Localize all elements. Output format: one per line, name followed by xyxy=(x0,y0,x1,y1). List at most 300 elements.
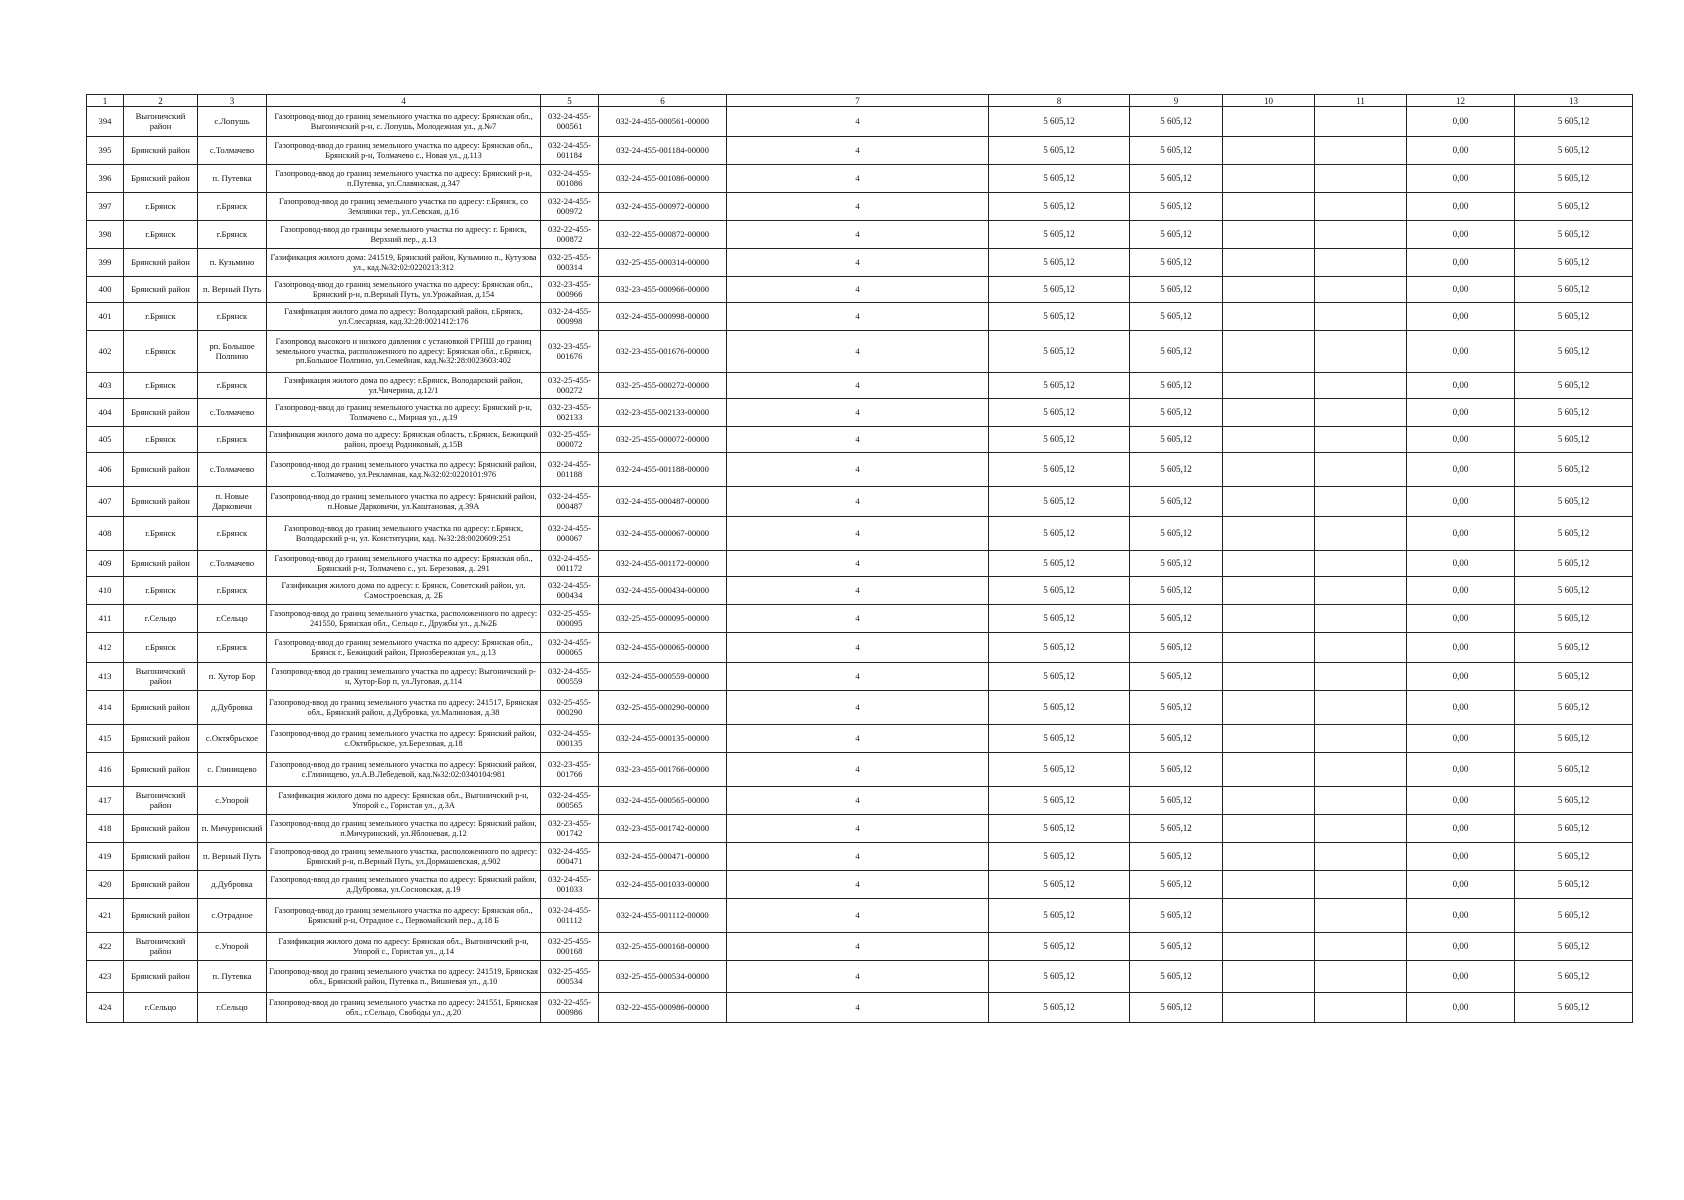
amount-cell: 5 605,12 xyxy=(1130,691,1223,725)
code-cell: 032-22-455-000872 xyxy=(541,221,599,249)
district-cell: Брянский район xyxy=(124,961,198,993)
table-row xyxy=(87,815,1633,843)
zero-cell: 0,00 xyxy=(1407,933,1515,961)
amount-cell: 5 605,12 xyxy=(989,691,1130,725)
row-number-cell: 414 xyxy=(87,691,124,725)
object-code-cell: 032-24-455-001184-00000 xyxy=(599,137,727,165)
code-cell: 032-24-455-000434 xyxy=(541,577,599,605)
column-header: 11 xyxy=(1315,95,1407,107)
code-cell: 032-24-455-001112 xyxy=(541,899,599,933)
zero-cell: 0,00 xyxy=(1407,331,1515,373)
empty-cell xyxy=(1223,137,1315,165)
amount-cell: 5 605,12 xyxy=(1130,517,1223,551)
empty-cell xyxy=(1315,331,1407,373)
amount-cell: 5 605,12 xyxy=(989,427,1130,453)
locality-cell: п. Путевка xyxy=(198,961,267,993)
amount-cell: 5 605,12 xyxy=(1130,427,1223,453)
row-number-cell: 415 xyxy=(87,725,124,753)
total-cell: 5 605,12 xyxy=(1515,871,1633,899)
zero-cell: 0,00 xyxy=(1407,193,1515,221)
district-cell: г.Брянск xyxy=(124,427,198,453)
district-cell: г.Брянск xyxy=(124,193,198,221)
value-cell: 4 xyxy=(727,933,989,961)
object-code-cell: 032-24-455-000065-00000 xyxy=(599,633,727,663)
address-cell: Газопровод-ввод до границ земельного участка по адресу: Брянская обл., Брянский р-н, Отрадное с., Первомайский пер., д.18 Б xyxy=(267,899,541,933)
total-cell: 5 605,12 xyxy=(1515,633,1633,663)
table-row xyxy=(87,453,1633,487)
table-row xyxy=(87,277,1633,303)
empty-cell xyxy=(1315,373,1407,399)
row-number-cell: 401 xyxy=(87,303,124,331)
amount-cell: 5 605,12 xyxy=(1130,933,1223,961)
value-cell: 4 xyxy=(727,517,989,551)
address-cell: Газопровод-ввод до границ земельного участка по адресу: г.Брянск, со Землянки тер., ул.Севская, д.16 xyxy=(267,193,541,221)
object-code-cell: 032-24-455-001086-00000 xyxy=(599,165,727,193)
address-cell: Газопровод-ввод до границ земельного участка по адресу: Брянский район, д.Дубровка, ул.Сосновская, д.19 xyxy=(267,871,541,899)
address-cell: Газификация жилого дома по адресу: Брянская область, г.Брянск, Бежицкий район, проезд Родниковый, д.15В xyxy=(267,427,541,453)
address-cell: Газопровод-ввод до границ земельного участка по адресу: Брянская обл., Выгоничский р-н, с. Лопушь, Молодежная ул., д.№7 xyxy=(267,107,541,137)
table-row xyxy=(87,993,1633,1023)
zero-cell: 0,00 xyxy=(1407,633,1515,663)
district-cell: Брянский район xyxy=(124,551,198,577)
zero-cell: 0,00 xyxy=(1407,663,1515,691)
district-cell: Брянский район xyxy=(124,899,198,933)
object-code-cell: 032-24-455-000434-00000 xyxy=(599,577,727,605)
empty-cell xyxy=(1223,399,1315,427)
empty-cell xyxy=(1315,961,1407,993)
code-cell: 032-24-455-000487 xyxy=(541,487,599,517)
address-cell: Газопровод-ввод до границ земельного участка по адресу: Брянский район, п.Мичуринский, ул.Яблоневая, д.12 xyxy=(267,815,541,843)
row-number-cell: 413 xyxy=(87,663,124,691)
empty-cell xyxy=(1315,517,1407,551)
amount-cell: 5 605,12 xyxy=(989,961,1130,993)
row-number-cell: 400 xyxy=(87,277,124,303)
code-cell: 032-24-455-000471 xyxy=(541,843,599,871)
table-row xyxy=(87,107,1633,137)
district-cell: Брянский район xyxy=(124,753,198,787)
code-cell: 032-24-455-001188 xyxy=(541,453,599,487)
amount-cell: 5 605,12 xyxy=(1130,633,1223,663)
table-row xyxy=(87,249,1633,277)
object-code-cell: 032-22-455-000986-00000 xyxy=(599,993,727,1023)
table-row xyxy=(87,551,1633,577)
column-header: 3 xyxy=(198,95,267,107)
amount-cell: 5 605,12 xyxy=(1130,551,1223,577)
empty-cell xyxy=(1223,107,1315,137)
locality-cell: г.Сельцо xyxy=(198,605,267,633)
locality-cell: г.Сельцо xyxy=(198,993,267,1023)
row-number-cell: 409 xyxy=(87,551,124,577)
address-cell: Газопровод высокого и низкого давления с установкой ГРПШ до границ земельного участка, расположенного по адресу: Брянская обл., г.Брянск, рп.Большое Полпино, ул.Семейная, кад.№32:28:0023603:402 xyxy=(267,331,541,373)
total-cell: 5 605,12 xyxy=(1515,165,1633,193)
table-row xyxy=(87,487,1633,517)
total-cell: 5 605,12 xyxy=(1515,993,1633,1023)
locality-cell: с. Глинищево xyxy=(198,753,267,787)
district-cell: Брянский район xyxy=(124,725,198,753)
row-number-cell: 412 xyxy=(87,633,124,663)
column-header: 10 xyxy=(1223,95,1315,107)
row-number-cell: 422 xyxy=(87,933,124,961)
amount-cell: 5 605,12 xyxy=(1130,165,1223,193)
table-row xyxy=(87,577,1633,605)
zero-cell: 0,00 xyxy=(1407,577,1515,605)
zero-cell: 0,00 xyxy=(1407,427,1515,453)
empty-cell xyxy=(1315,577,1407,605)
district-cell: г.Брянск xyxy=(124,373,198,399)
amount-cell: 5 605,12 xyxy=(989,843,1130,871)
value-cell: 4 xyxy=(727,373,989,399)
value-cell: 4 xyxy=(727,249,989,277)
empty-cell xyxy=(1223,815,1315,843)
object-code-cell: 032-25-455-000168-00000 xyxy=(599,933,727,961)
empty-cell xyxy=(1223,725,1315,753)
row-number-cell: 417 xyxy=(87,787,124,815)
amount-cell: 5 605,12 xyxy=(989,249,1130,277)
amount-cell: 5 605,12 xyxy=(1130,961,1223,993)
district-cell: г.Брянск xyxy=(124,331,198,373)
value-cell: 4 xyxy=(727,605,989,633)
column-header: 9 xyxy=(1130,95,1223,107)
value-cell: 4 xyxy=(727,961,989,993)
locality-cell: г.Брянск xyxy=(198,427,267,453)
empty-cell xyxy=(1315,787,1407,815)
amount-cell: 5 605,12 xyxy=(989,193,1130,221)
locality-cell: с.Октябрьское xyxy=(198,725,267,753)
total-cell: 5 605,12 xyxy=(1515,221,1633,249)
empty-cell xyxy=(1315,691,1407,725)
locality-cell: с.Упорой xyxy=(198,933,267,961)
column-header: 6 xyxy=(599,95,727,107)
value-cell: 4 xyxy=(727,303,989,331)
district-cell: Выгоничский район xyxy=(124,787,198,815)
amount-cell: 5 605,12 xyxy=(1130,399,1223,427)
row-number-cell: 395 xyxy=(87,137,124,165)
row-number-cell: 403 xyxy=(87,373,124,399)
row-number-cell: 406 xyxy=(87,453,124,487)
locality-cell: г.Брянск xyxy=(198,633,267,663)
code-cell: 032-25-455-000534 xyxy=(541,961,599,993)
total-cell: 5 605,12 xyxy=(1515,193,1633,221)
empty-cell xyxy=(1315,453,1407,487)
value-cell: 4 xyxy=(727,551,989,577)
locality-cell: г.Брянск xyxy=(198,373,267,399)
zero-cell: 0,00 xyxy=(1407,249,1515,277)
address-cell: Газификация жилого дома: 241519, Брянский район, Кузьмино п., Кутузова ул., кад.№32:02:0220213:312 xyxy=(267,249,541,277)
amount-cell: 5 605,12 xyxy=(989,871,1130,899)
empty-cell xyxy=(1315,633,1407,663)
zero-cell: 0,00 xyxy=(1407,871,1515,899)
district-cell: Выгоничский район xyxy=(124,107,198,137)
empty-cell xyxy=(1223,691,1315,725)
empty-cell xyxy=(1223,899,1315,933)
address-cell: Газопровод-ввод до границ земельного участка по адресу: Брянский район, с.Толмачево, ул.Рекламная, кад.№32:02:0220101:976 xyxy=(267,453,541,487)
empty-cell xyxy=(1315,399,1407,427)
empty-cell xyxy=(1315,815,1407,843)
table-row xyxy=(87,633,1633,663)
value-cell: 4 xyxy=(727,399,989,427)
zero-cell: 0,00 xyxy=(1407,843,1515,871)
empty-cell xyxy=(1223,871,1315,899)
address-cell: Газопровод-ввод до границ земельного участка по адресу: Брянский р-н, п.Путевка, ул.Славянская, д.347 xyxy=(267,165,541,193)
amount-cell: 5 605,12 xyxy=(989,107,1130,137)
total-cell: 5 605,12 xyxy=(1515,933,1633,961)
locality-cell: д.Дубровка xyxy=(198,871,267,899)
empty-cell xyxy=(1315,933,1407,961)
amount-cell: 5 605,12 xyxy=(989,899,1130,933)
amount-cell: 5 605,12 xyxy=(989,605,1130,633)
code-cell: 032-24-455-001086 xyxy=(541,165,599,193)
district-cell: г.Сельцо xyxy=(124,605,198,633)
code-cell: 032-25-455-000072 xyxy=(541,427,599,453)
district-cell: г.Сельцо xyxy=(124,993,198,1023)
amount-cell: 5 605,12 xyxy=(989,577,1130,605)
code-cell: 032-24-455-000065 xyxy=(541,633,599,663)
code-cell: 032-22-455-000986 xyxy=(541,993,599,1023)
address-cell: Газификация жилого дома по адресу: г. Брянск, Советский район, ул. Самостроевская, д. 2Б xyxy=(267,577,541,605)
locality-cell: д.Дубровка xyxy=(198,691,267,725)
address-cell: Газопровод-ввод до границ земельного участка по адресу: Брянская обл., Брянск г., Бежицкий район, Приозбережная ул., д.13 xyxy=(267,633,541,663)
amount-cell: 5 605,12 xyxy=(1130,605,1223,633)
zero-cell: 0,00 xyxy=(1407,165,1515,193)
total-cell: 5 605,12 xyxy=(1515,399,1633,427)
amount-cell: 5 605,12 xyxy=(1130,331,1223,373)
value-cell: 4 xyxy=(727,487,989,517)
district-cell: Брянский район xyxy=(124,487,198,517)
district-cell: г.Брянск xyxy=(124,517,198,551)
total-cell: 5 605,12 xyxy=(1515,551,1633,577)
value-cell: 4 xyxy=(727,725,989,753)
district-cell: г.Брянск xyxy=(124,577,198,605)
locality-cell: п. Хутор Бор xyxy=(198,663,267,691)
zero-cell: 0,00 xyxy=(1407,551,1515,577)
empty-cell xyxy=(1315,277,1407,303)
district-cell: Брянский район xyxy=(124,399,198,427)
empty-cell xyxy=(1223,373,1315,399)
district-cell: Брянский район xyxy=(124,165,198,193)
value-cell: 4 xyxy=(727,427,989,453)
object-code-cell: 032-24-455-001172-00000 xyxy=(599,551,727,577)
value-cell: 4 xyxy=(727,663,989,691)
total-cell: 5 605,12 xyxy=(1515,815,1633,843)
empty-cell xyxy=(1223,277,1315,303)
zero-cell: 0,00 xyxy=(1407,899,1515,933)
row-number-cell: 411 xyxy=(87,605,124,633)
empty-cell xyxy=(1223,577,1315,605)
column-header: 8 xyxy=(989,95,1130,107)
empty-cell xyxy=(1223,933,1315,961)
district-cell: Брянский район xyxy=(124,453,198,487)
total-cell: 5 605,12 xyxy=(1515,331,1633,373)
code-cell: 032-24-455-001172 xyxy=(541,551,599,577)
empty-cell xyxy=(1223,961,1315,993)
empty-cell xyxy=(1223,427,1315,453)
table-row xyxy=(87,787,1633,815)
locality-cell: с.Отрадное xyxy=(198,899,267,933)
amount-cell: 5 605,12 xyxy=(1130,787,1223,815)
locality-cell: с.Толмачево xyxy=(198,137,267,165)
total-cell: 5 605,12 xyxy=(1515,107,1633,137)
address-cell: Газопровод-ввод до границ земельного участка по адресу: 241519, Брянская обл., Брянский район, Путевка п., Вишневая ул., д.10 xyxy=(267,961,541,993)
zero-cell: 0,00 xyxy=(1407,993,1515,1023)
column-header: 12 xyxy=(1407,95,1515,107)
row-number-cell: 416 xyxy=(87,753,124,787)
locality-cell: п. Верный Путь xyxy=(198,843,267,871)
object-code-cell: 032-24-455-000135-00000 xyxy=(599,725,727,753)
empty-cell xyxy=(1315,663,1407,691)
total-cell: 5 605,12 xyxy=(1515,691,1633,725)
object-code-cell: 032-24-455-001112-00000 xyxy=(599,899,727,933)
empty-cell xyxy=(1315,551,1407,577)
object-code-cell: 032-24-455-000067-00000 xyxy=(599,517,727,551)
value-cell: 4 xyxy=(727,787,989,815)
empty-cell xyxy=(1315,107,1407,137)
amount-cell: 5 605,12 xyxy=(989,221,1130,249)
amount-cell: 5 605,12 xyxy=(1130,303,1223,331)
district-cell: г.Брянск xyxy=(124,303,198,331)
amount-cell: 5 605,12 xyxy=(1130,993,1223,1023)
object-code-cell: 032-25-455-000290-00000 xyxy=(599,691,727,725)
object-code-cell: 032-23-455-002133-00000 xyxy=(599,399,727,427)
amount-cell: 5 605,12 xyxy=(1130,277,1223,303)
locality-cell: с.Упорой xyxy=(198,787,267,815)
zero-cell: 0,00 xyxy=(1407,303,1515,331)
district-cell: Брянский район xyxy=(124,277,198,303)
address-cell: Газопровод-ввод до границ земельного участка по адресу: Брянский район, п.Новые Дарковичи, ул.Каштановая, д.39А xyxy=(267,487,541,517)
code-cell: 032-25-455-000095 xyxy=(541,605,599,633)
object-code-cell: 032-24-455-000972-00000 xyxy=(599,193,727,221)
empty-cell xyxy=(1315,605,1407,633)
row-number-cell: 408 xyxy=(87,517,124,551)
address-cell: Газопровод-ввод до границ земельного участка по адресу: г.Брянск, Володарский р-н, ул. Конституции, кад. №32:28:0020609:251 xyxy=(267,517,541,551)
code-cell: 032-24-455-000565 xyxy=(541,787,599,815)
row-number-cell: 394 xyxy=(87,107,124,137)
column-header: 13 xyxy=(1515,95,1633,107)
value-cell: 4 xyxy=(727,277,989,303)
value-cell: 4 xyxy=(727,331,989,373)
empty-cell xyxy=(1315,753,1407,787)
code-cell: 032-23-455-001766 xyxy=(541,753,599,787)
locality-cell: г.Брянск xyxy=(198,193,267,221)
code-cell: 032-25-455-000168 xyxy=(541,933,599,961)
code-cell: 032-25-455-000290 xyxy=(541,691,599,725)
code-cell: 032-24-455-000559 xyxy=(541,663,599,691)
value-cell: 4 xyxy=(727,993,989,1023)
empty-cell xyxy=(1223,843,1315,871)
code-cell: 032-23-455-001676 xyxy=(541,331,599,373)
empty-cell xyxy=(1315,899,1407,933)
empty-cell xyxy=(1315,843,1407,871)
zero-cell: 0,00 xyxy=(1407,487,1515,517)
address-cell: Газификация жилого дома по адресу: Брянская обл., Выгоничский р-н, Упорой с., Гористая ул., д.3А xyxy=(267,787,541,815)
row-number-cell: 420 xyxy=(87,871,124,899)
amount-cell: 5 605,12 xyxy=(989,633,1130,663)
amount-cell: 5 605,12 xyxy=(1130,663,1223,691)
locality-cell: п. Новые Дарковичи xyxy=(198,487,267,517)
amount-cell: 5 605,12 xyxy=(989,373,1130,399)
amount-cell: 5 605,12 xyxy=(989,277,1130,303)
amount-cell: 5 605,12 xyxy=(1130,843,1223,871)
zero-cell: 0,00 xyxy=(1407,787,1515,815)
district-cell: г.Брянск xyxy=(124,221,198,249)
value-cell: 4 xyxy=(727,137,989,165)
value-cell: 4 xyxy=(727,753,989,787)
zero-cell: 0,00 xyxy=(1407,961,1515,993)
locality-cell: г.Брянск xyxy=(198,517,267,551)
total-cell: 5 605,12 xyxy=(1515,427,1633,453)
locality-cell: с.Толмачево xyxy=(198,551,267,577)
object-code-cell: 032-25-455-000314-00000 xyxy=(599,249,727,277)
row-number-cell: 399 xyxy=(87,249,124,277)
amount-cell: 5 605,12 xyxy=(1130,487,1223,517)
empty-cell xyxy=(1223,633,1315,663)
empty-cell xyxy=(1223,605,1315,633)
row-number-cell: 402 xyxy=(87,331,124,373)
object-code-cell: 032-24-455-001033-00000 xyxy=(599,871,727,899)
code-cell: 032-23-455-002133 xyxy=(541,399,599,427)
amount-cell: 5 605,12 xyxy=(989,993,1130,1023)
table-row xyxy=(87,517,1633,551)
object-code-cell: 032-24-455-001188-00000 xyxy=(599,453,727,487)
zero-cell: 0,00 xyxy=(1407,373,1515,399)
address-cell: Газопровод-ввод до границ земельного участка по адресу: 241551, Брянская обл., г.Сельцо, Свободы ул., д.20 xyxy=(267,993,541,1023)
empty-cell xyxy=(1223,249,1315,277)
code-cell: 032-25-455-000314 xyxy=(541,249,599,277)
table-body xyxy=(87,95,1633,1023)
object-code-cell: 032-24-455-000471-00000 xyxy=(599,843,727,871)
row-number-cell: 419 xyxy=(87,843,124,871)
row-number-cell: 410 xyxy=(87,577,124,605)
empty-cell xyxy=(1223,993,1315,1023)
total-cell: 5 605,12 xyxy=(1515,899,1633,933)
table-row xyxy=(87,691,1633,725)
code-cell: 032-24-455-000561 xyxy=(541,107,599,137)
amount-cell: 5 605,12 xyxy=(989,331,1130,373)
address-cell: Газопровод-ввод до границ земельного участка по адресу: Выгоничский р-н, Хутор-Бор п, ул.Луговая, д.114 xyxy=(267,663,541,691)
empty-cell xyxy=(1315,221,1407,249)
total-cell: 5 605,12 xyxy=(1515,577,1633,605)
empty-cell xyxy=(1315,725,1407,753)
total-cell: 5 605,12 xyxy=(1515,725,1633,753)
locality-cell: п. Кузьмино xyxy=(198,249,267,277)
amount-cell: 5 605,12 xyxy=(989,787,1130,815)
empty-cell xyxy=(1315,303,1407,331)
row-number-cell: 418 xyxy=(87,815,124,843)
amount-cell: 5 605,12 xyxy=(989,753,1130,787)
code-cell: 032-24-455-001033 xyxy=(541,871,599,899)
empty-cell xyxy=(1223,517,1315,551)
object-code-cell: 032-22-455-000872-00000 xyxy=(599,221,727,249)
amount-cell: 5 605,12 xyxy=(989,137,1130,165)
empty-cell xyxy=(1223,551,1315,577)
district-cell: Брянский район xyxy=(124,249,198,277)
total-cell: 5 605,12 xyxy=(1515,303,1633,331)
value-cell: 4 xyxy=(727,577,989,605)
amount-cell: 5 605,12 xyxy=(1130,107,1223,137)
column-header: 4 xyxy=(267,95,541,107)
zero-cell: 0,00 xyxy=(1407,517,1515,551)
table-row xyxy=(87,399,1633,427)
object-code-cell: 032-25-455-000534-00000 xyxy=(599,961,727,993)
district-cell: Брянский район xyxy=(124,815,198,843)
header-row xyxy=(87,95,1633,107)
zero-cell: 0,00 xyxy=(1407,137,1515,165)
total-cell: 5 605,12 xyxy=(1515,453,1633,487)
amount-cell: 5 605,12 xyxy=(1130,221,1223,249)
empty-cell xyxy=(1223,221,1315,249)
object-code-cell: 032-24-455-000565-00000 xyxy=(599,787,727,815)
locality-cell: г.Брянск xyxy=(198,577,267,605)
total-cell: 5 605,12 xyxy=(1515,249,1633,277)
